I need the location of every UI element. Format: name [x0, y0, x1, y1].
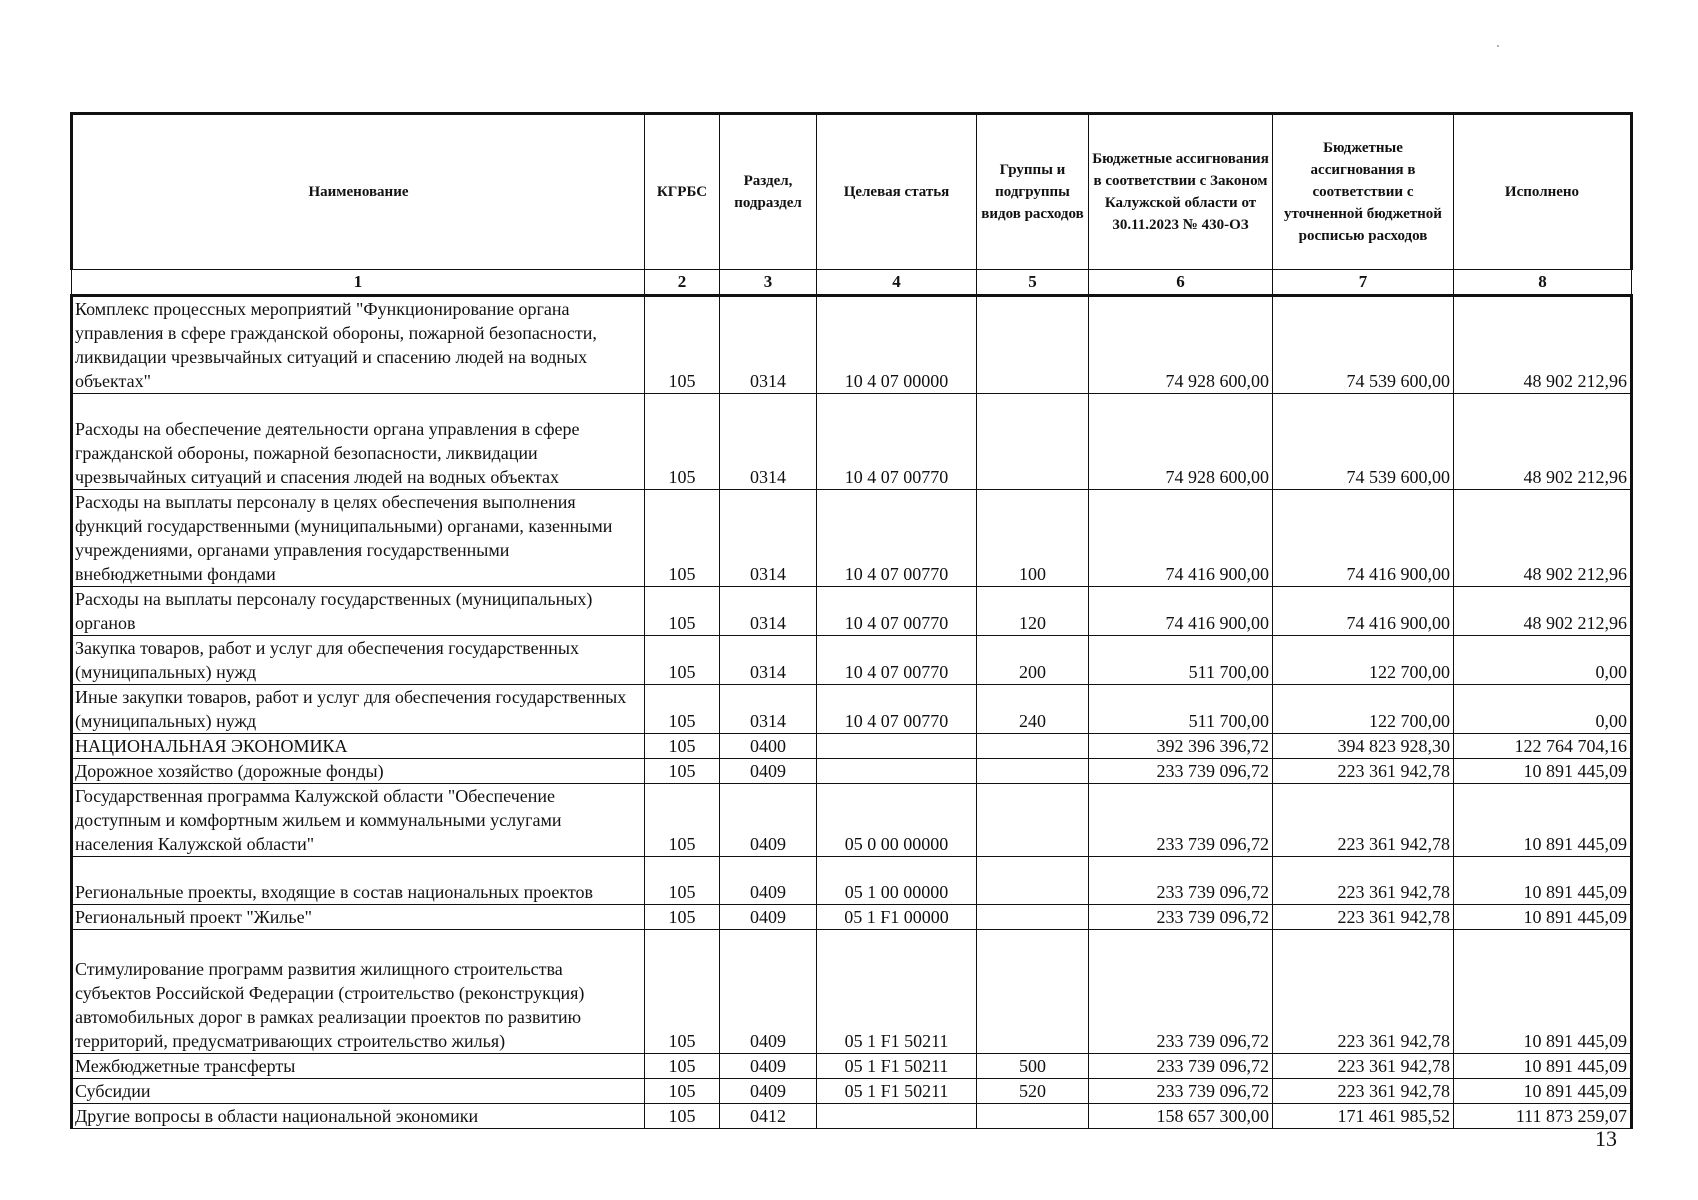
row-law-amount: 233 739 096,72 [1089, 1079, 1273, 1104]
table-row [72, 784, 1632, 857]
row-executed-amount: 111 873 259,07 [1454, 1104, 1632, 1129]
row-name: Расходы на выплаты персоналу в целях обеспечения выполнения функций государственными (муниципальными) органами, казенными учреждениями, органами управления государственными внебюджетными фондами [72, 490, 645, 587]
row-executed-amount: 10 891 445,09 [1454, 857, 1632, 905]
budget-table [70, 112, 1633, 1129]
row-refined-amount: 223 361 942,78 [1273, 930, 1454, 1054]
row-section: 0409 [720, 784, 817, 857]
row-section: 0409 [720, 857, 817, 905]
row-kgrbs: 105 [645, 734, 720, 759]
row-section: 0314 [720, 685, 817, 734]
table-row [72, 930, 1632, 1054]
header-kgrbs: КГРБС [645, 114, 720, 270]
row-executed-amount: 48 902 212,96 [1454, 490, 1632, 587]
row-group [977, 1104, 1089, 1129]
row-target: 10 4 07 00000 [817, 296, 977, 394]
row-name: Государственная программа Калужской области "Обеспечение доступным и комфортным жильем и коммунальными услугами населения Калужской области" [72, 784, 645, 857]
row-refined-amount: 223 361 942,78 [1273, 759, 1454, 784]
column-number: 5 [977, 270, 1089, 296]
row-refined-amount: 223 361 942,78 [1273, 857, 1454, 905]
header-name: Наименование [72, 114, 645, 270]
row-kgrbs: 105 [645, 857, 720, 905]
row-name: Комплекс процессных мероприятий "Функционирование органа управления в сфере гражданской обороны, пожарной безопасности, ликвидации чрезвычайных ситуаций и спасению людей на водных объектах" [72, 296, 645, 394]
row-target: 05 1 F1 50211 [817, 1079, 977, 1104]
row-section: 0409 [720, 759, 817, 784]
row-section: 0409 [720, 1079, 817, 1104]
row-group [977, 857, 1089, 905]
row-executed-amount: 0,00 [1454, 636, 1632, 685]
row-law-amount: 233 739 096,72 [1089, 1054, 1273, 1079]
table-row [72, 636, 1632, 685]
row-refined-amount: 122 700,00 [1273, 685, 1454, 734]
row-name: Субсидии [72, 1079, 645, 1104]
header-target: Целевая статья [817, 114, 977, 270]
row-refined-amount: 223 361 942,78 [1273, 784, 1454, 857]
table-row [72, 905, 1632, 930]
row-executed-amount: 0,00 [1454, 685, 1632, 734]
row-refined-amount: 74 539 600,00 [1273, 296, 1454, 394]
table-row [72, 734, 1632, 759]
row-target: 10 4 07 00770 [817, 394, 977, 490]
row-section: 0314 [720, 636, 817, 685]
table-row [72, 1054, 1632, 1079]
row-kgrbs: 105 [645, 296, 720, 394]
row-group [977, 784, 1089, 857]
table-row [72, 1104, 1632, 1129]
table-header-row [72, 114, 1632, 270]
row-target [817, 734, 977, 759]
row-group: 120 [977, 587, 1089, 636]
row-group [977, 734, 1089, 759]
table-row [72, 857, 1632, 905]
row-name: Региональный проект "Жилье" [72, 905, 645, 930]
row-refined-amount: 171 461 985,52 [1273, 1104, 1454, 1129]
row-law-amount: 74 416 900,00 [1089, 490, 1273, 587]
row-section: 0314 [720, 490, 817, 587]
row-kgrbs: 105 [645, 784, 720, 857]
header-section: Раздел, подраздел [720, 114, 817, 270]
row-group [977, 905, 1089, 930]
table-row [72, 685, 1632, 734]
row-refined-amount: 394 823 928,30 [1273, 734, 1454, 759]
row-name: Другие вопросы в области национальной экономики [72, 1104, 645, 1129]
row-law-amount: 233 739 096,72 [1089, 784, 1273, 857]
row-target: 05 1 F1 00000 [817, 905, 977, 930]
row-executed-amount: 10 891 445,09 [1454, 905, 1632, 930]
table-row [72, 587, 1632, 636]
row-kgrbs: 105 [645, 490, 720, 587]
table-row [72, 490, 1632, 587]
row-kgrbs: 105 [645, 1079, 720, 1104]
scan-speck [1497, 45, 1499, 47]
row-section: 0409 [720, 1054, 817, 1079]
page-number: 13 [1595, 1126, 1617, 1151]
row-target: 10 4 07 00770 [817, 587, 977, 636]
row-executed-amount: 48 902 212,96 [1454, 587, 1632, 636]
row-kgrbs: 105 [645, 905, 720, 930]
row-kgrbs: 105 [645, 1104, 720, 1129]
row-kgrbs: 105 [645, 394, 720, 490]
row-executed-amount: 10 891 445,09 [1454, 784, 1632, 857]
row-target: 05 0 00 00000 [817, 784, 977, 857]
row-section: 0314 [720, 587, 817, 636]
row-target: 10 4 07 00770 [817, 685, 977, 734]
column-number: 4 [817, 270, 977, 296]
row-refined-amount: 122 700,00 [1273, 636, 1454, 685]
row-target: 05 1 00 00000 [817, 857, 977, 905]
row-executed-amount: 48 902 212,96 [1454, 394, 1632, 490]
row-executed-amount: 48 902 212,96 [1454, 296, 1632, 394]
row-kgrbs: 105 [645, 759, 720, 784]
row-law-amount: 158 657 300,00 [1089, 1104, 1273, 1129]
row-group [977, 759, 1089, 784]
row-name: Закупка товаров, работ и услуг для обеспечения государственных (муниципальных) нужд [72, 636, 645, 685]
header-executed: Исполнено [1454, 114, 1632, 270]
row-refined-amount: 223 361 942,78 [1273, 1054, 1454, 1079]
column-number: 2 [645, 270, 720, 296]
row-target: 05 1 F1 50211 [817, 930, 977, 1054]
row-name: НАЦИОНАЛЬНАЯ ЭКОНОМИКА [72, 734, 645, 759]
row-target: 10 4 07 00770 [817, 490, 977, 587]
row-kgrbs: 105 [645, 1054, 720, 1079]
row-kgrbs: 105 [645, 930, 720, 1054]
table-row [72, 759, 1632, 784]
row-group: 500 [977, 1054, 1089, 1079]
column-number: 6 [1089, 270, 1273, 296]
row-refined-amount: 74 416 900,00 [1273, 490, 1454, 587]
header-refined-allocations: Бюджетные ассигнования в соответствии с уточненной бюджетной росписью расходов [1273, 114, 1454, 270]
row-group: 100 [977, 490, 1089, 587]
row-law-amount: 511 700,00 [1089, 685, 1273, 734]
row-law-amount: 74 928 600,00 [1089, 394, 1273, 490]
row-refined-amount: 223 361 942,78 [1273, 1079, 1454, 1104]
row-section: 0409 [720, 905, 817, 930]
row-target: 05 1 F1 50211 [817, 1054, 977, 1079]
row-law-amount: 233 739 096,72 [1089, 905, 1273, 930]
row-name: Расходы на выплаты персоналу государственных (муниципальных) органов [72, 587, 645, 636]
row-name: Стимулирование программ развития жилищного строительства субъектов Российской Федерации (строительство (реконструкция) автомобильных дорог в рамках реализации проектов по развитию территорий, предусматривающих строительство жилья) [72, 930, 645, 1054]
row-group [977, 394, 1089, 490]
row-executed-amount: 10 891 445,09 [1454, 759, 1632, 784]
table-row [72, 1079, 1632, 1104]
row-name: Расходы на обеспечение деятельности органа управления в сфере гражданской обороны, пожарной безопасности, ликвидации чрезвычайных ситуаций и спасения людей на водных объектах [72, 394, 645, 490]
row-law-amount: 74 928 600,00 [1089, 296, 1273, 394]
table-row [72, 394, 1632, 490]
row-group: 520 [977, 1079, 1089, 1104]
row-name: Дорожное хозяйство (дорожные фонды) [72, 759, 645, 784]
column-number: 7 [1273, 270, 1454, 296]
row-kgrbs: 105 [645, 685, 720, 734]
row-kgrbs: 105 [645, 587, 720, 636]
row-law-amount: 233 739 096,72 [1089, 759, 1273, 784]
row-group [977, 930, 1089, 1054]
row-law-amount: 233 739 096,72 [1089, 857, 1273, 905]
row-executed-amount: 10 891 445,09 [1454, 1054, 1632, 1079]
header-law-allocations: Бюджетные ассигнования в соответствии с Законом Калужской области от 30.11.2023 № 430-ОЗ [1089, 114, 1273, 270]
row-name: Иные закупки товаров, работ и услуг для обеспечения государственных (муниципальных) нужд [72, 685, 645, 734]
row-law-amount: 74 416 900,00 [1089, 587, 1273, 636]
row-section: 0314 [720, 296, 817, 394]
row-name: Межбюджетные трансферты [72, 1054, 645, 1079]
row-target: 10 4 07 00770 [817, 636, 977, 685]
row-kgrbs: 105 [645, 636, 720, 685]
header-groups: Группы и подгруппы видов расходов [977, 114, 1089, 270]
row-group [977, 296, 1089, 394]
table-row [72, 296, 1632, 394]
row-executed-amount: 10 891 445,09 [1454, 1079, 1632, 1104]
row-group: 200 [977, 636, 1089, 685]
row-section: 0314 [720, 394, 817, 490]
row-target [817, 759, 977, 784]
row-section: 0400 [720, 734, 817, 759]
row-group: 240 [977, 685, 1089, 734]
row-refined-amount: 74 416 900,00 [1273, 587, 1454, 636]
row-section: 0409 [720, 930, 817, 1054]
row-law-amount: 233 739 096,72 [1089, 930, 1273, 1054]
row-section: 0412 [720, 1104, 817, 1129]
row-executed-amount: 10 891 445,09 [1454, 930, 1632, 1054]
row-law-amount: 392 396 396,72 [1089, 734, 1273, 759]
column-number: 3 [720, 270, 817, 296]
row-name: Региональные проекты, входящие в состав национальных проектов [72, 857, 645, 905]
row-target [817, 1104, 977, 1129]
row-law-amount: 511 700,00 [1089, 636, 1273, 685]
column-number: 1 [72, 270, 645, 296]
row-executed-amount: 122 764 704,16 [1454, 734, 1632, 759]
row-refined-amount: 74 539 600,00 [1273, 394, 1454, 490]
column-number: 8 [1454, 270, 1632, 296]
row-refined-amount: 223 361 942,78 [1273, 905, 1454, 930]
column-number-row [72, 270, 1632, 296]
